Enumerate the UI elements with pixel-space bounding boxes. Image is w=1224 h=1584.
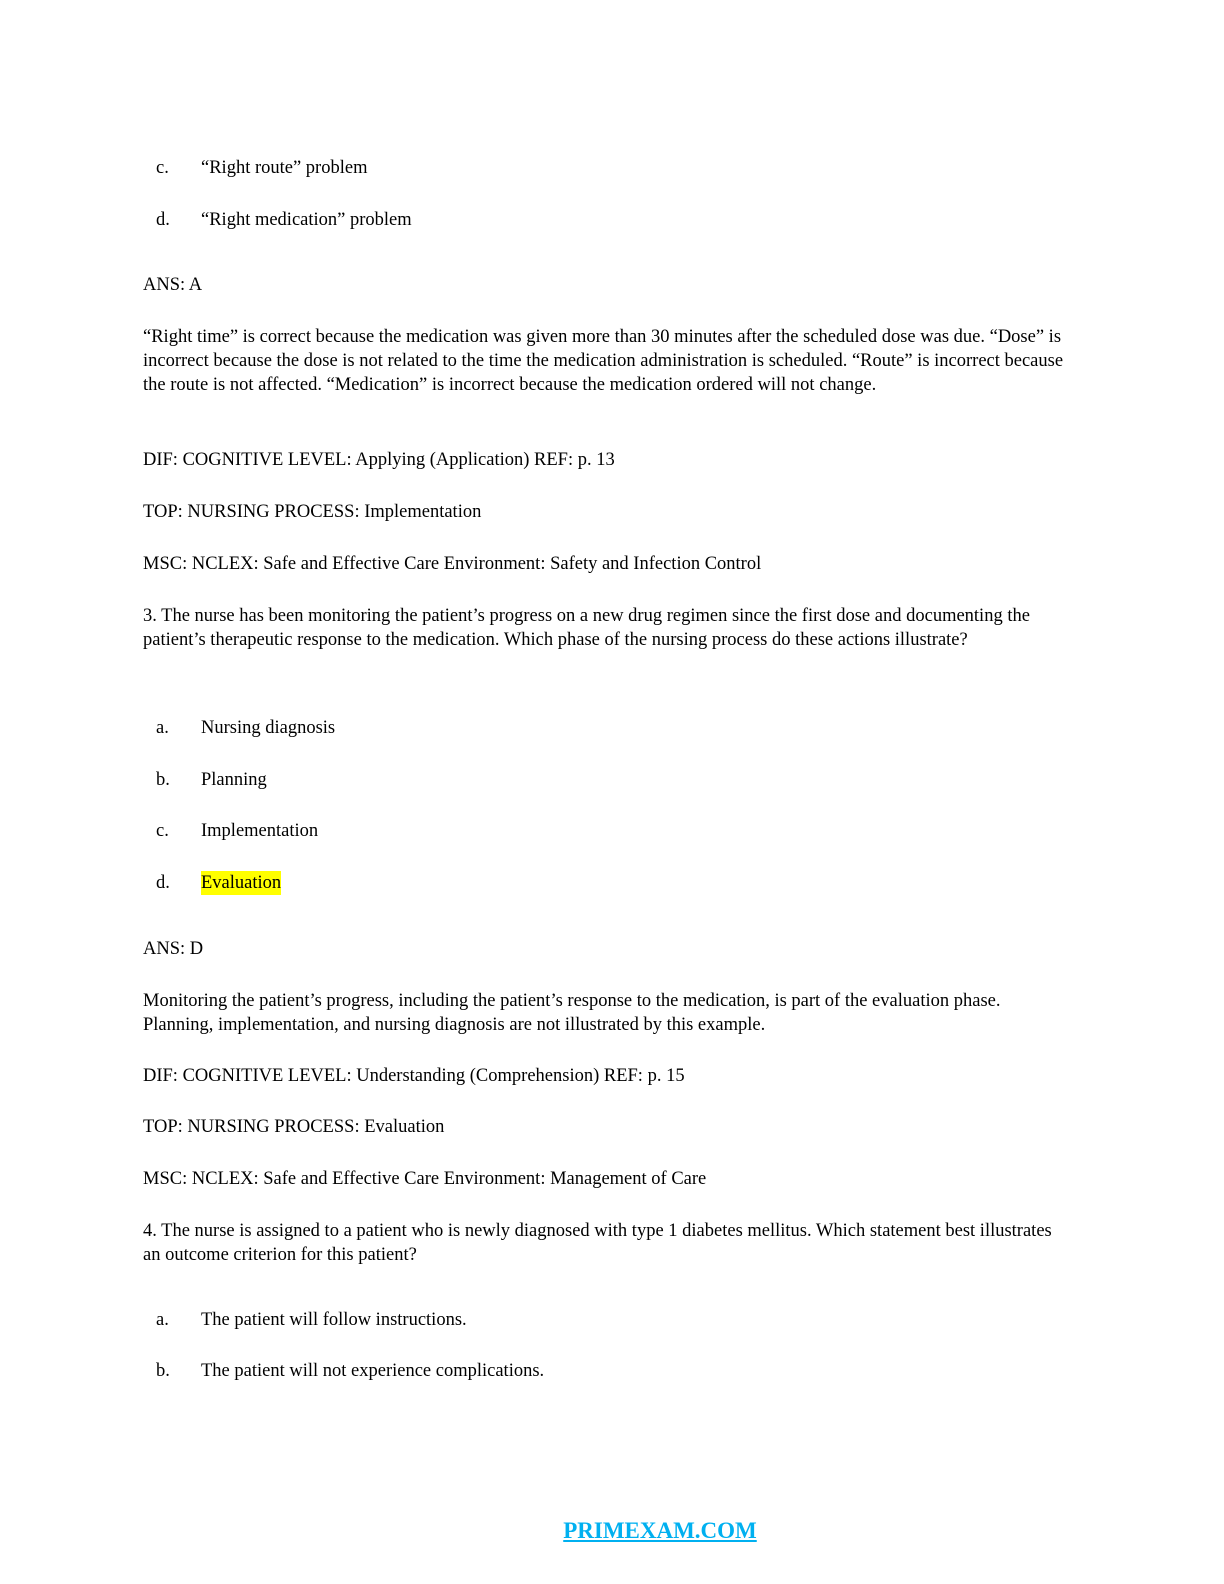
q2-option-c-letter: c. [156, 158, 169, 178]
q3-difficulty: DIF: COGNITIVE LEVEL: Understanding (Comprehension) REF: p. 15 [143, 1066, 685, 1086]
q3-msc: MSC: NCLEX: Safe and Effective Care Environment: Management of Care [143, 1169, 707, 1189]
q2-msc: MSC: NCLEX: Safe and Effective Care Environment: Safety and Infection Control [143, 554, 762, 574]
q2-difficulty: DIF: COGNITIVE LEVEL: Applying (Application) REF: p. 13 [143, 450, 615, 470]
q2-option-d-letter: d. [156, 210, 170, 230]
q3-option-c-letter: c. [156, 821, 169, 841]
q4-question: 4. The nurse is assigned to a patient who is newly diagnosed with type 1 diabetes mellitus. Which statement best illustrates an outcome criterion for this patient? [143, 1221, 1052, 1265]
q2-rationale: “Right time” is correct because the medication was given more than 30 minutes after the scheduled dose was due. “Dose” is incorrect because the dose is not related to the time the medication administration is scheduled. “Route” is incorrect because the route is not affected. “Medication” is incorrect because the medication ordered will not change. [143, 327, 1064, 395]
q3-answer: ANS: D [143, 939, 204, 959]
q3-option-b-text: Planning [201, 770, 267, 790]
q3-option-d-letter: d. [156, 873, 170, 893]
q4-option-a-text: The patient will follow instructions. [201, 1310, 467, 1330]
footer-site-link[interactable]: PRIMEXAM.COM [563, 1518, 757, 1543]
q4-option-b-letter: b. [156, 1361, 170, 1381]
q4-option-b-text: The patient will not experience complications. [201, 1361, 545, 1381]
q3-topic: TOP: NURSING PROCESS: Evaluation [143, 1117, 445, 1137]
q2-answer: ANS: A [143, 275, 203, 295]
q3-option-a-letter: a. [156, 718, 169, 738]
q3-rationale: Monitoring the patient’s progress, including the patient’s response to the medication, is part of the evaluation phase. Planning, implementation, and nursing diagnosis are not illustrated by this example. [143, 991, 1001, 1035]
q3-question: 3. The nurse has been monitoring the patient’s progress on a new drug regimen since the first dose and documenting the patient’s therapeutic response to the medication. Which phase of the nursing process do these actions illustrate? [143, 606, 1030, 650]
q3-option-b-letter: b. [156, 770, 170, 790]
q3-option-d-text-highlighted: Evaluation [201, 873, 282, 893]
q2-topic: TOP: NURSING PROCESS: Implementation [143, 502, 482, 522]
q3-option-a-text: Nursing diagnosis [201, 718, 336, 738]
q4-option-a-letter: a. [156, 1310, 169, 1330]
q2-option-c-text: “Right route” problem [201, 158, 368, 178]
q3-option-c-text: Implementation [201, 821, 319, 841]
q2-option-d-text: “Right medication” problem [201, 210, 412, 230]
